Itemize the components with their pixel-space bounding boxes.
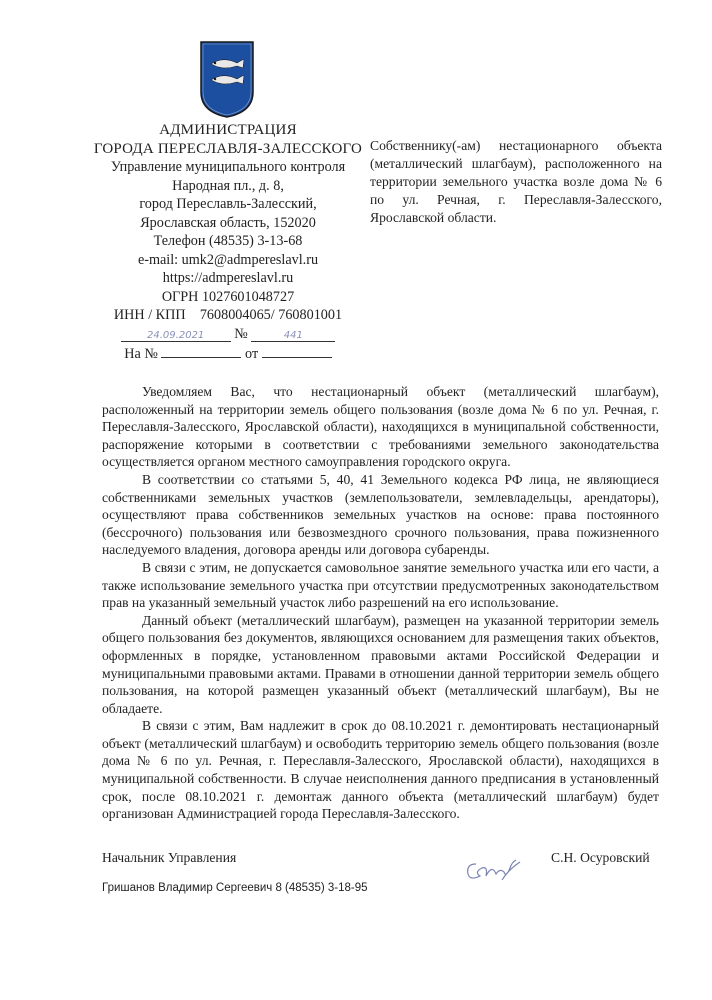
- outgoing-no-label: №: [234, 325, 248, 342]
- address-line3: Ярославская область, 152020: [140, 214, 316, 231]
- address-line2: город Переславль-Залесский,: [139, 196, 317, 212]
- address-line1: Народная пл., д. 8,: [172, 177, 284, 194]
- signer-title: Начальник Управления: [102, 850, 237, 865]
- signer-name: С.Н. Осуровский: [551, 850, 650, 865]
- ogrn: ОГРН 1027601048727: [161, 288, 295, 305]
- sender-header: [92, 121, 364, 364]
- outgoing-no: 441: [283, 329, 303, 341]
- inn-kpp: ИНН / КПП 7608004065/ 760801001: [113, 307, 343, 323]
- executor-contact: Гришанов Владимир Сергеевич 8 (48535) 3-18-95: [102, 882, 368, 894]
- paragraph-2: В соответствии со статьями 5, 40, 41 Земельного кодекса РФ лица, не являющиеся собственниками земельных участков (землепользователи, землевладельцы, арендаторы), осуществляют права собственников земельных участков на основе: права постоянного (бессрочного) пользования или безвозмездного срочного пользования, права пожизненного наследуемого владения, договора аренды или договора субаренды.: [102, 471, 659, 558]
- reply-from-label: от: [245, 346, 259, 362]
- org-name-line2: ГОРОДА ПЕРЕСЛАВЛЯ-ЗАЛЕССКОГО: [93, 140, 363, 157]
- reply-from-field: [262, 343, 332, 358]
- letter-body: [102, 383, 659, 823]
- outgoing-date-field: [121, 327, 231, 342]
- addressee: Собственнику(-ам) нестационарного объекта (металлический шлагбаум), расположенного на территории земельного участка возле дома № 6 по ул. Речная, г. Переславля-Залесского, Ярославской области.: [370, 138, 662, 225]
- reply-no-label: На №: [124, 346, 158, 362]
- phone: Телефон (48535) 3-13-68: [153, 233, 303, 249]
- reply-reg-line: [92, 343, 364, 364]
- email: e-mail: umk2@admpereslavl.ru: [137, 251, 319, 268]
- website: https://admpereslavl.ru: [162, 270, 294, 286]
- outgoing-date: 24.09.2021: [147, 329, 205, 341]
- paragraph-4: Данный объект (металлический шлагбаум), размещен на указанной территории земель общего пользования без документов, являющихся основанием для размещения таких объектов, оформленных в порядке, установленном правовыми актами Российской Федерации и муниципальными правовыми актами. Правами в отношении данной территории земель общего пользования, на которой размещен указанный объект (металлический шлагбаум), Вы не обладаете.: [102, 612, 659, 716]
- outgoing-no-field: [251, 327, 335, 342]
- org-name-line1: АДМИНИСТРАЦИЯ: [159, 122, 297, 138]
- paragraph-5: В связи с этим, Вам надлежит в срок до 08.10.2021 г. демонтировать нестационарный объект (металлический шлагбаум) и освободить территорию земель общего пользования (возле дома № 6 по ул. Речная, г. Переславля-Залесского, Ярославской области), находящихся в муниципальной собственности. В случае неисполнения данного предписания в установленный срок, после 08.10.2021 г. демонтаж данного объекта (металлический шлагбаум) будет организован Администрацией города Переславля-Залесского.: [102, 718, 659, 822]
- paragraph-3: В связи с этим, не допускается самовольное занятие земельного участка или его части, а также использование земельного участка при отсутствии предусмотренных законодательством прав на указанный земельный участок либо разрешений на его использование.: [102, 559, 659, 611]
- city-coat-of-arms: [199, 40, 255, 118]
- department-name: Управление муниципального контроля: [110, 159, 346, 175]
- handwritten-signature: [462, 854, 524, 886]
- outgoing-reg-line: [92, 325, 364, 344]
- reply-no-field: [161, 343, 241, 358]
- paragraph-1: Уведомляем Вас, что нестационарный объект (металлический шлагбаум), расположенный на территории земель общего пользования (возле дома № 6 по ул. Речная, г. Переславля-Залесского, Ярославской области), находящихся в муниципальной собственности, распоряжение которыми в соответствии с требованиями земельного законодательства осуществляется органом местного самоуправления городского округа.: [102, 384, 659, 470]
